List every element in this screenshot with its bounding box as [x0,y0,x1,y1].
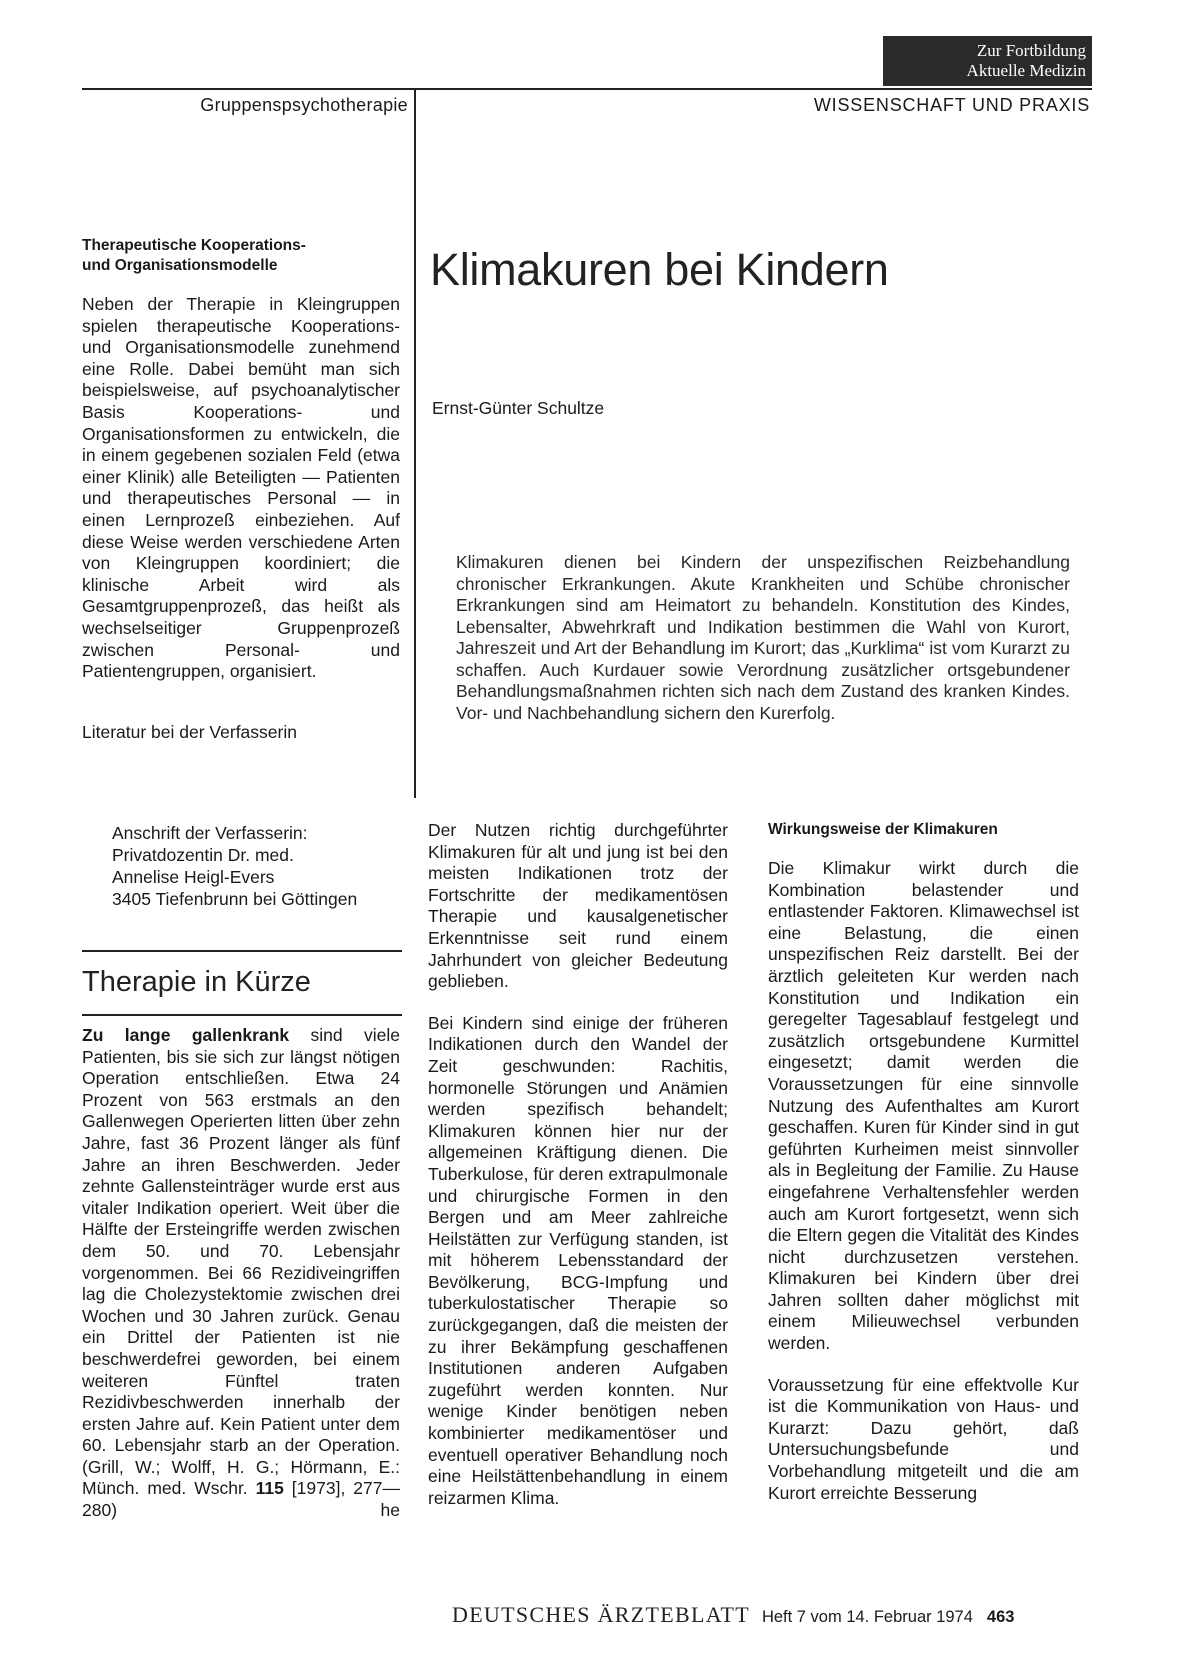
badge-line-2: Aktuelle Medizin [966,61,1086,80]
therapie-in-kuerze-title: Therapie in Kürze [82,966,311,998]
tik-lead: Zu lange gallenkrank [82,1025,290,1045]
address-line-2: Privatdozentin Dr. med. [112,845,294,865]
address-line-3: Annelise Heigl-Evers [112,867,275,887]
article-author: Ernst-Günter Schultze [432,398,605,418]
issue-info: Heft 7 vom 14. Februar 1974 [761,1608,973,1626]
article-title: Klimakuren bei Kindern [430,244,889,295]
section-label-left: Gruppenspsychotherapie [200,95,408,115]
section-label-right: WISSENSCHAFT UND PRAXIS [813,95,1090,115]
therapie-in-kuerze-body [82,1025,400,1522]
address-line-1: Anschrift der Verfasserin: [112,823,308,843]
separator-rule-bottom [82,1014,402,1016]
separator-rule-top [82,950,402,952]
col1-paragraph-2: Bei Kindern sind einige der früheren Indikationen durch den Wandel der Zeit geschwunden: Rachitis, hormonelle Störungen und Anämien werden spezifisch behandelt; Klimakuren können hier nur der allgemeinen Kräftigung dienen. Die Tuberkulose, für deren extrapulmonale und chirurgische Formen in den Bergen und am Meer zahlreiche Heilstätten zur Verfügung standen, ist mit höherem Lebensstandard der Bevölkerung, BCG-Impfung und tuberkulostatischer Therapie so zurückgegangen, daß die meisten der zu ihrer Bekämpfung geschaffenen Institutionen anderen Aufgaben zugeführt werden konnten. Nur wenige Kinder benötigen neben kombinierter medikamentöser und eventuell operativer Behandlung noch eine Heilstättenbehandlung in einem reizarmen Klima. [428,1012,728,1508]
tik-citation-tail: [1973], 277—280) [82,1478,400,1521]
address-line-4: 3405 Tiefenbrunn bei Göttingen [112,889,358,909]
tik-text: sind viele Patienten, bis sie sich zur längst nötigen Operation entschließen. Etwa 24 Prozent von 563 erstmals an den Gallenwegen Operierten litten über zehn Jahre, fast 36 Prozent länger als fünf Jahre an ihren Beschwerden. Jeder zehnte Gallensteinträger wurde erst aus vitaler Indikation operiert. Weit über die Hälfte der Ersteingriffe werden zwischen dem 50. und 70. Lebensjahr vorgenommen. Bei 66 Rezidiveingriffen lag die Cholezystektomie zwischen drei Wochen und 30 Jahren zurück. Genau ein Drittel der Patienten ist nie beschwerdefrei geworden, bei einem weiteren Fünftel traten Rezidivbeschwerden innerhalb der ersten Jahre auf. Kein Patient unter dem 60. Lebensjahr starb an der Operation. (Grill, W.; Wolff, H. G.; Hörmann, E.: Münch. med. Wschr. [82,1025,400,1499]
badge-line-1: Zur Fortbildung [976,41,1086,60]
col2-paragraph-2: Voraussetzung für eine effektvolle Kur ist die Kommunikation von Haus- und Kurarzt: Dazu gehört, daß Untersuchungsbefunde und Vorbehandlung mitgeteilt und die am Kurort erreichte Besserung [768,1374,1079,1503]
left-heading-line-2: und Organisationsmodelle [82,257,278,274]
literature-note: Literatur bei der Verfasserin [82,722,297,742]
left-article-heading [82,236,402,276]
page-footer [452,1602,1014,1628]
journal-name: DEUTSCHES ÄRZTEBLATT [452,1602,750,1627]
tik-volume: 115 [255,1478,284,1499]
article-abstract: Klimakuren dienen bei Kindern der unspezifischen Reizbehandlung chronischer Erkrankungen. Akute Krankheiten und Schübe chronischer Erkrankungen sind am Heimatort zu behandeln. Konstitution des Kindes, Lebensalter, Abwehrkraft und Indikation bestimmen die Wahl von Kurort, Jahreszeit und Art der Behandlung im Kurort; das „Kurklima“ ist vom Kurarzt zu schaffen. Auch Kurdauer sowie Verordnung zusätzlicher ortsgebundener Behandlungsmaßnahmen richten sich nach dem Zustand des kranken Kindes. Vor- und Nachbehandlung sichern den Kurerfolg. [456,552,1070,723]
left-article-body: Neben der Therapie in Kleingruppen spielen therapeutische Kooperations- und Organisationsmodelle zunehmend eine Rolle. Dabei bemüht man sich beispielsweise, auf psychoanalytischer Basis Kooperations- und Organisationsformen zu entwickeln, die in einem gegebenen sozialen Feld (etwa einer Klinik) alle Beteiligten — Patienten und therapeutisches Personal — in einen Lernprozeß einbeziehen. Auf diese Weise werden verschiedene Arten von Kleingruppen koordiniert; die klinische Arbeit wird als Gesamtgruppenprozeß, das heißt als wechselseitiger Gruppenprozeß zwischen Personal- und Patientengruppen, organisiert. [82,294,400,682]
col2-paragraph-1: Die Klimakur wirkt durch die Kombination belastender und entlastender Faktoren. Klimawechsel ist eine Belastung, die einen unspezifischen Reiz darstellt. Bei der ärztlich geleiteten Kur werden nach Konstitution und Indikation ein geregelter Tagesablauf festgelegt und zusätzlich ortsgebundene Kurmittel eingesetzt; damit werden die Voraussetzungen für eine sinnvolle Nutzung des Aufenthaltes am Kurort geschaffen. Kuren für Kinder sind in gut geführten Kurheimen meist sinnvoller als in Begleitung der Familie. Zu Hause eingefahrene Verhaltensfehler werden auch am Kurort fortgesetzt, wenn sich die Eltern gegen die Vitalität des Kindes nicht durchzusetzen verstehen. Klimakuren bei Kindern über drei Jahren sollten daher möglichst mit einem Milieuwechsel verbunden werden. [768,858,1079,1354]
header-rule [82,88,1092,90]
col1-paragraph-1: Der Nutzen richtig durchgeführter Klimakuren für alt und jung ist bei den meisten Indikationen trotz der Fortschritte der medikamentösen Therapie und kausalgenetischer Erkenntnisse seit rund einem Jahrhundert von gleicher Bedeutung geblieben. [428,820,728,992]
tik-initials: he [380,1500,400,1521]
left-heading-line-1: Therapeutische Kooperations- [82,237,306,254]
col2-heading: Wirkungsweise der Klimakuren [768,821,998,838]
main-column-1 [428,820,728,1509]
section-badge [883,36,1092,86]
column-divider [414,88,416,798]
author-address [112,822,357,910]
main-column-2 [768,820,1079,1504]
page-number: 463 [986,1608,1015,1626]
